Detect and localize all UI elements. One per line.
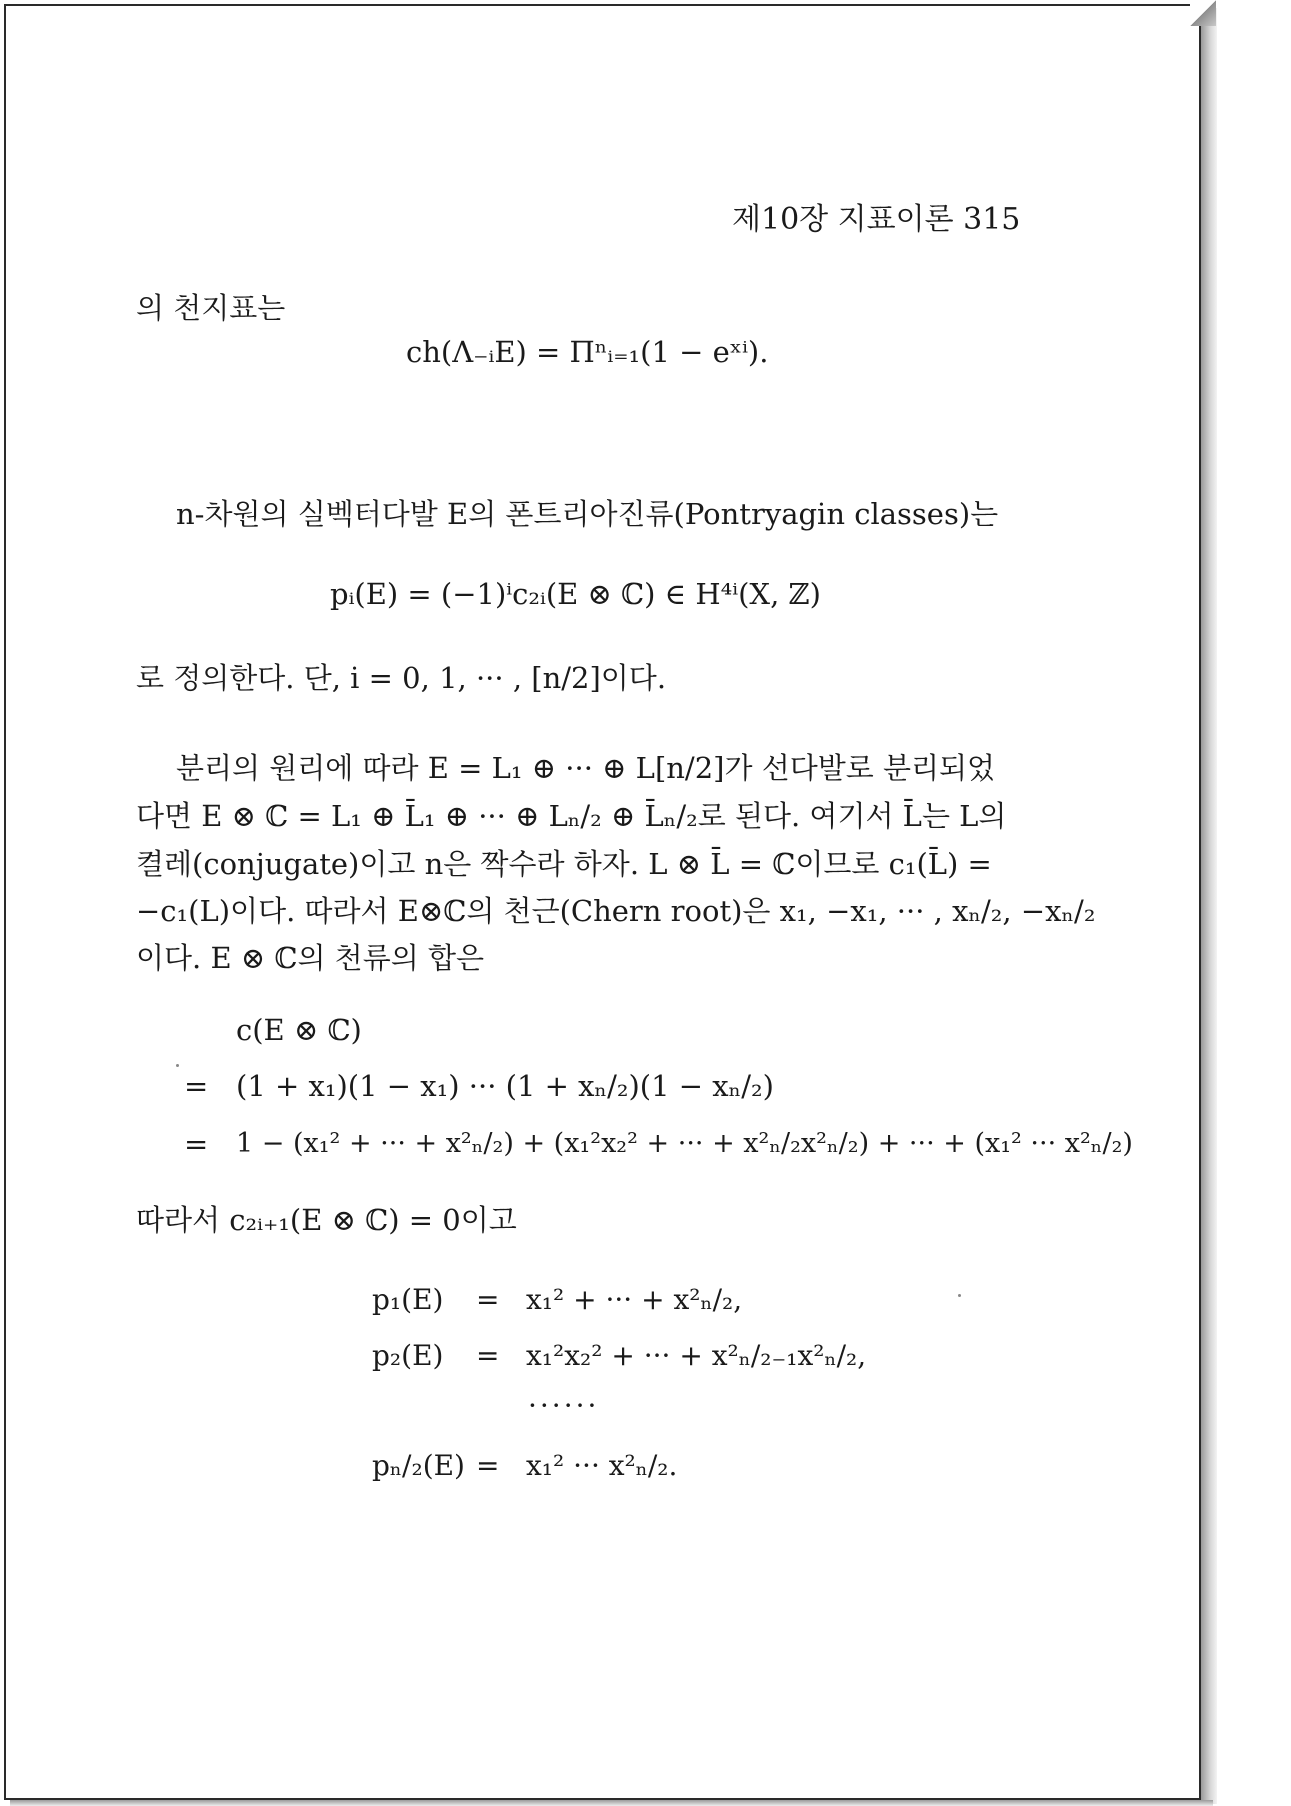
paragraph-line-5: 이다. E ⊗ ℂ의 천류의 합은: [136, 941, 484, 975]
equals-sign-1: =: [184, 1069, 209, 1103]
paragraph-line-3: 켤레(conjugate)이고 n은 짝수라 하자. L ⊗ L̄ = ℂ이므로 c₁(L̄) =: [136, 847, 992, 881]
equation-chern-character: ch(Λ₋ᵢE) = Πⁿᵢ₌₁(1 − eˣⁱ).: [406, 335, 769, 369]
pont-rhs-2: x₁²x₂² + ··· + x²ₙ/₂₋₁x²ₙ/₂,: [526, 1339, 867, 1372]
pont-lhs-2: p₂(E): [372, 1339, 444, 1372]
pontryagin-definition: n-차원의 실벡터다발 E의 폰트리아진류(Pontryagin classes)는: [176, 497, 999, 531]
equals-sign-2: =: [184, 1127, 209, 1161]
scan-speck: [958, 1294, 961, 1297]
pont-lhs-n: pₙ/₂(E): [372, 1449, 465, 1482]
pont-rhs-1: x₁² + ··· + x²ₙ/₂,: [526, 1283, 743, 1316]
paragraph-line-2: 다면 E ⊗ ℂ = L₁ ⊕ L̄₁ ⊕ ··· ⊕ Lₙ/₂ ⊕ L̄ₙ/₂로 된다. 여기서 L̄는 L의: [136, 799, 1007, 833]
intro-text: 의 천지표는: [136, 291, 286, 325]
chern-sum-expansion: 1 − (x₁² + ··· + x²ₙ/₂) + (x₁²x₂² + ··· + x²ₙ/₂x²ₙ/₂) + ··· + (x₁² ··· x²ₙ/₂): [236, 1128, 1133, 1159]
pont-ellipsis: ······: [528, 1389, 600, 1422]
therefore-line: 따라서 c₂ᵢ₊₁(E ⊗ ℂ) = 0이고: [136, 1203, 517, 1237]
page-corner-fold: [1190, 0, 1216, 26]
equation-pontryagin: pᵢ(E) = (−1)ⁱc₂ᵢ(E ⊗ ℂ) ∈ H⁴ⁱ(X, ℤ): [330, 577, 821, 611]
definition-range: 로 정의한다. 단, i = 0, 1, ··· , [n/2]이다.: [136, 661, 667, 695]
pont-rhs-n: x₁² ··· x²ₙ/₂.: [526, 1449, 678, 1482]
paragraph-line-1: 분리의 원리에 따라 E = L₁ ⊕ ··· ⊕ L[n/2]가 선다발로 분리되었: [176, 751, 996, 785]
paragraph-line-4: −c₁(L)이다. 따라서 E⊗ℂ의 천근(Chern root)은 x₁, −x₁, ··· , xₙ/₂, −xₙ/₂: [136, 894, 1096, 928]
chern-sum-lhs: c(E ⊗ ℂ): [236, 1013, 362, 1047]
chern-sum-product: (1 + x₁)(1 − x₁) ··· (1 + xₙ/₂)(1 − xₙ/₂): [236, 1069, 774, 1103]
pont-eq-1: =: [476, 1283, 500, 1316]
pont-eq-2: =: [476, 1339, 500, 1372]
pont-eq-n: =: [476, 1449, 500, 1482]
page-shadow-right: [1201, 8, 1217, 1804]
pont-lhs-1: p₁(E): [372, 1283, 444, 1316]
running-header: 제10장 지표이론 315: [732, 202, 1021, 237]
page-shadow-bottom: [10, 1800, 1213, 1806]
scan-speck: [176, 1064, 179, 1067]
